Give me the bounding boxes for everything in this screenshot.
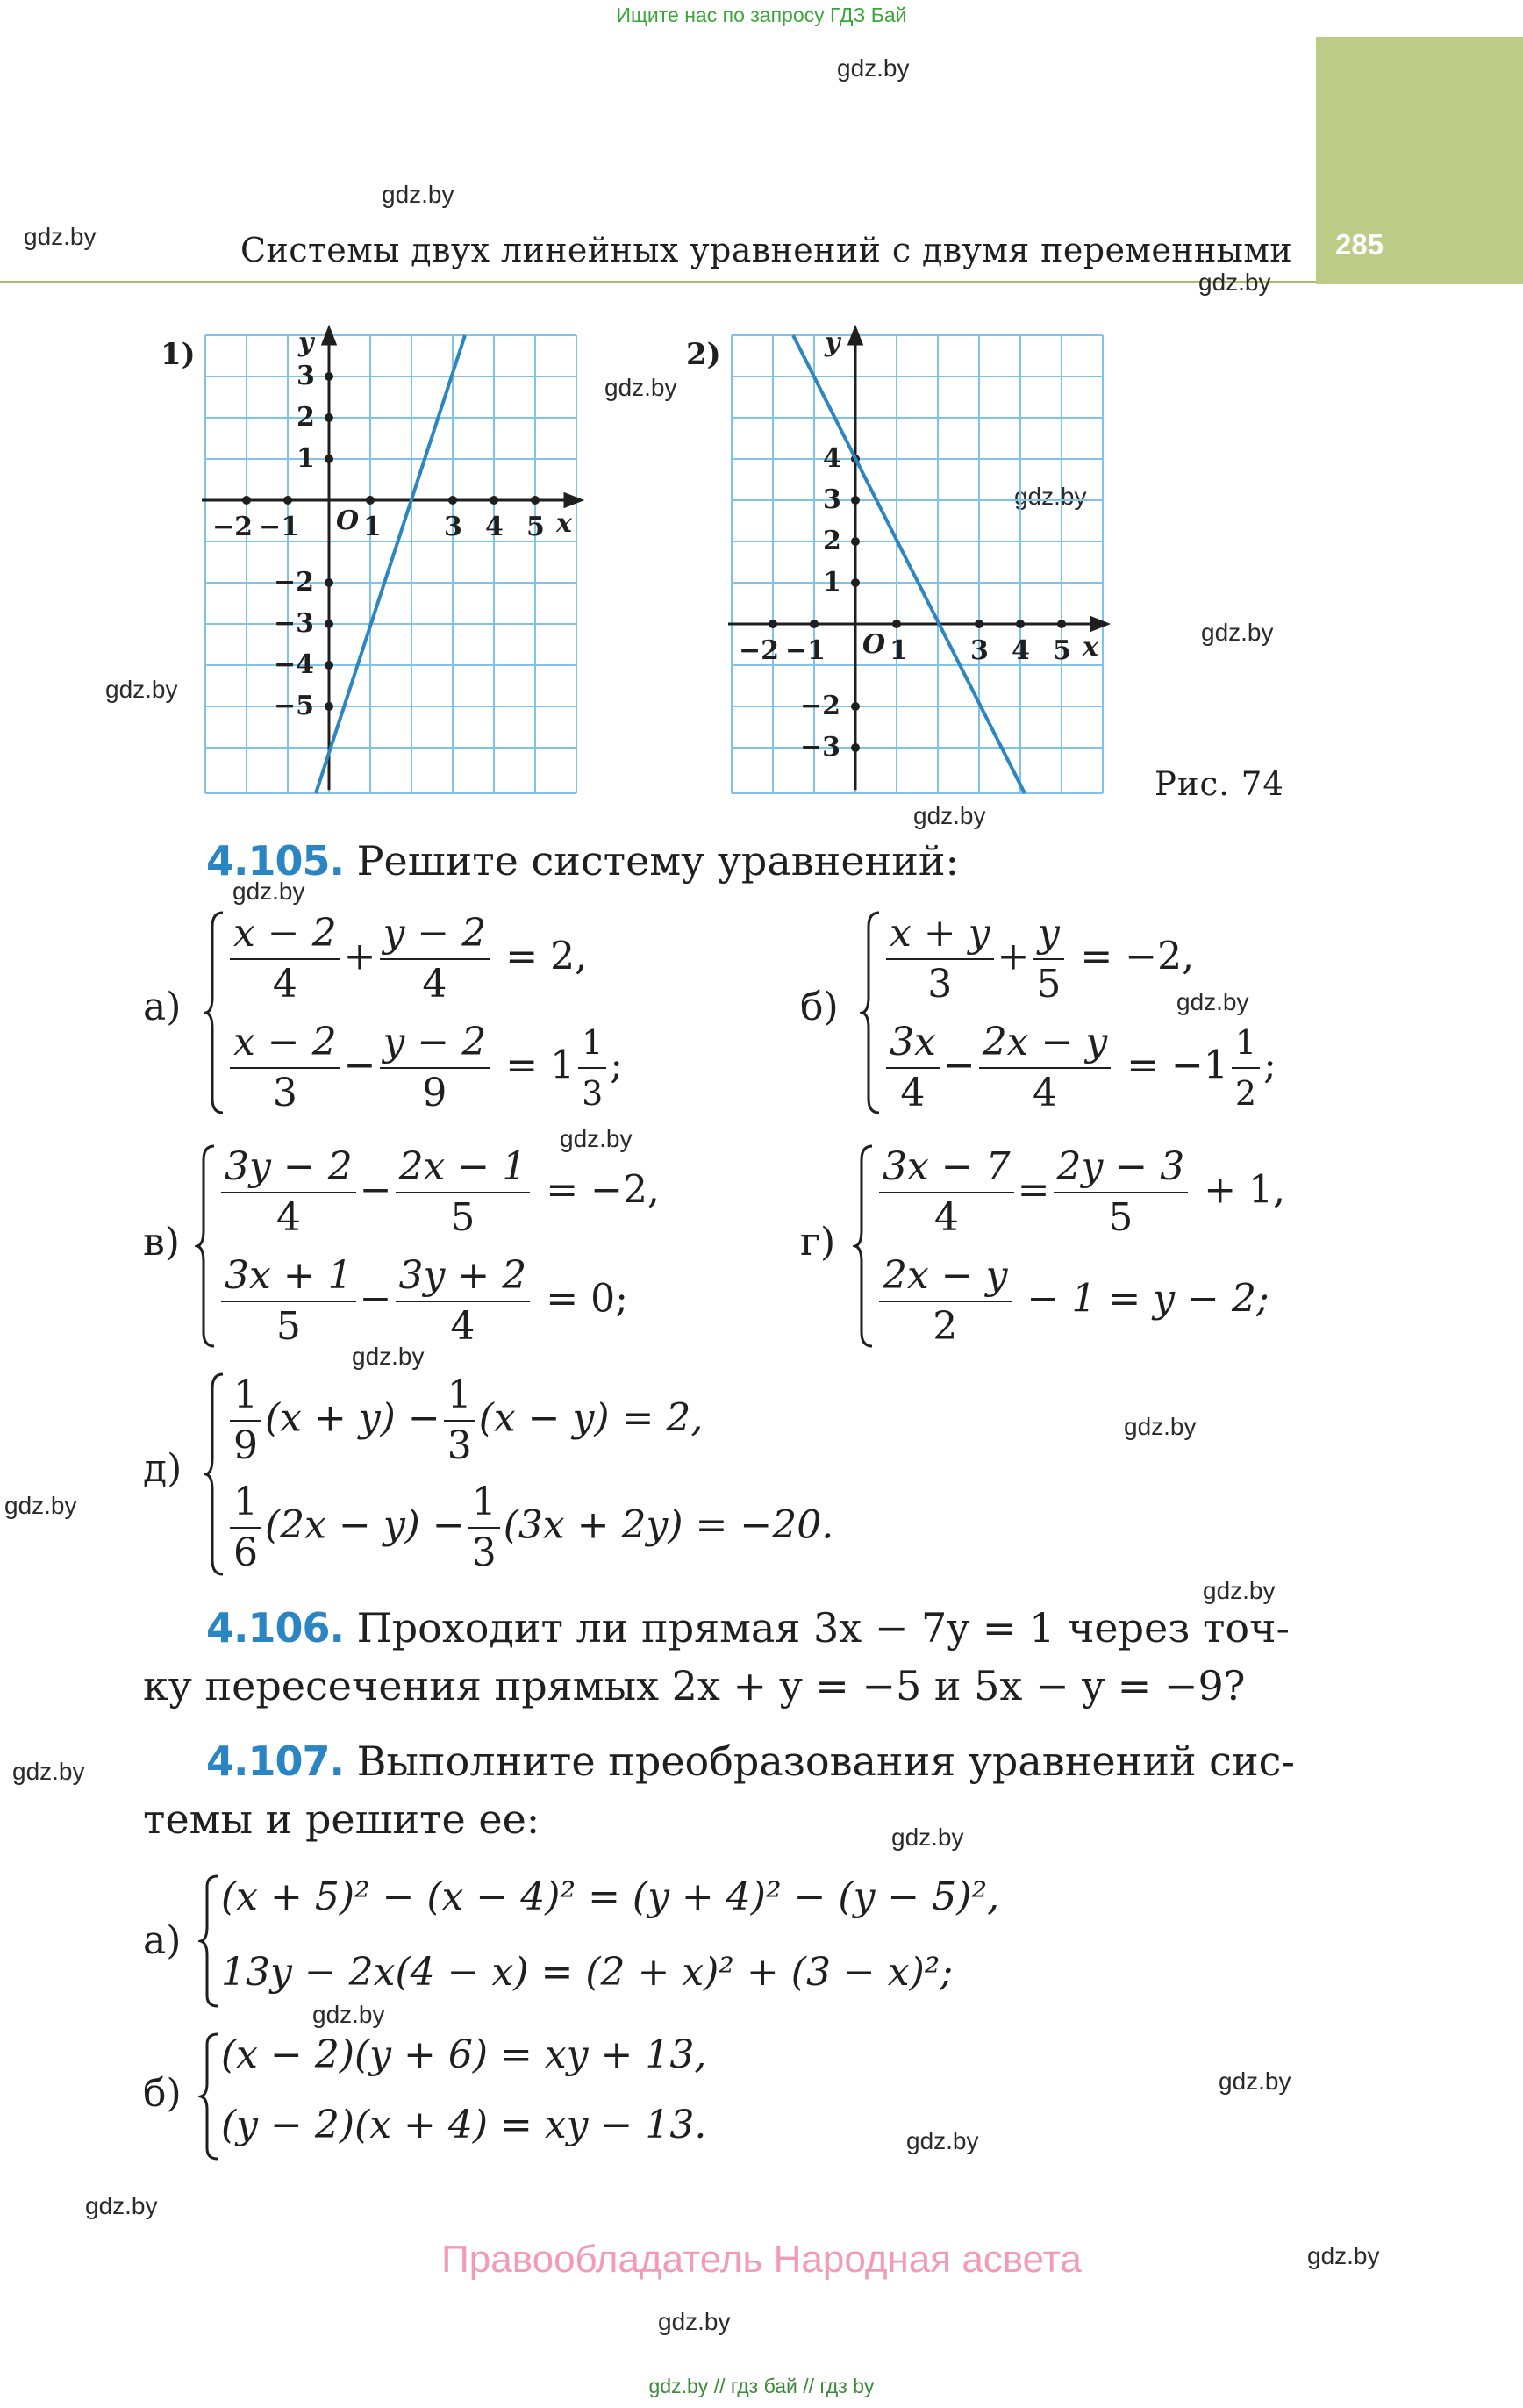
graph-2-x-tick: 1	[890, 635, 908, 666]
header-rule	[0, 281, 1316, 283]
graph-1	[175, 325, 597, 799]
problem-line: Проходит ли прямая 3x − 7y = 1 через точ-	[356, 1604, 1291, 1652]
graph-1-x-tick: 4	[485, 512, 504, 542]
copyright-note: Правообладатель Народная асвета	[441, 2238, 1082, 2281]
problem-4-107	[206, 1732, 1295, 1790]
watermark: gdz.by	[1307, 2242, 1380, 2269]
graph-2-x-tick: 3	[970, 635, 989, 666]
watermark: gdz.by	[891, 1824, 964, 1851]
graph-1-y-label: y	[298, 327, 314, 358]
problem-4-106	[206, 1599, 1290, 1657]
system-brace	[198, 1873, 221, 2010]
watermark: gdz.by	[1201, 619, 1274, 646]
graph-2-y-tick: 2	[823, 526, 841, 556]
graph-2-line	[793, 335, 1025, 793]
graph-2-x-tick: −1	[785, 635, 826, 666]
graph-2-axes	[728, 328, 1107, 790]
equation-v2: $\frac{3x + 1}{5}$ − $\frac{3y + 2}{4}$ = 0;	[218, 1251, 628, 1351]
watermark: gdz.by	[604, 374, 677, 401]
equation-d1: $\frac{1}{9}$ (x + y) − $\frac{1}{3}$ (x − y) = 2,	[226, 1371, 703, 1471]
graph-1-origin: O	[336, 505, 360, 536]
running-head: Системы двух линейных уравнений с двумя переменными	[240, 231, 1293, 269]
system-brace	[198, 2031, 221, 2162]
graph-1-y-tick: −4	[274, 649, 315, 680]
item-label: а)	[143, 985, 182, 1029]
system-brace	[853, 1143, 876, 1350]
problem-number: 4.107.	[206, 1738, 344, 1785]
graph-1-x-tick: 3	[444, 512, 462, 542]
item-label: б)	[800, 985, 839, 1029]
equation-b1: $\frac{x + y}{3}$ + $\frac{y}{5}$ = −2,	[883, 909, 1194, 1009]
watermark: gdz.by	[12, 1758, 85, 1785]
equation-107a2: 13y − 2x(4 − x) = (2 + x)² + (3 − x)²;	[221, 1950, 954, 1995]
graph-1-x-tick: −2	[212, 512, 254, 542]
graph-1-x-tick: 5	[526, 512, 545, 542]
watermark: gdz.by	[105, 676, 178, 703]
equation-a2: $\frac{x - 2}{3}$ − $\frac{y - 2}{9}$ = 1 $\frac{1}{3}$ ;	[226, 1018, 623, 1118]
graph-2-y-tick: 4	[823, 443, 841, 474]
graph-1-y-tick: 2	[297, 402, 315, 433]
watermark: gdz.by	[352, 1343, 425, 1370]
graph-1-y-tick: 3	[297, 361, 315, 391]
graph-2-y-label: y	[825, 327, 840, 358]
graph-1-x-tick: 1	[363, 512, 382, 542]
item-label: а)	[143, 1918, 182, 1963]
equation-107b1: (x − 2)(y + 6) = xy + 13,	[221, 2032, 707, 2077]
graph-2-y-tick: −3	[800, 732, 841, 763]
problem-line: Выполните преобразования уравнений сис-	[356, 1738, 1295, 1785]
equation-107a1: (x + 5)² − (x − 4)² = (y + 4)² − (y − 5)²,	[221, 1874, 1000, 1919]
item-label: в)	[143, 1220, 180, 1265]
problem-4-106-line2: ку пересечения прямых 2x + y = −5 и 5x − y = −9?	[143, 1662, 1246, 1709]
item-label: д)	[143, 1446, 182, 1491]
graph-2-x-tick: 5	[1053, 635, 1071, 666]
graph-1-y-tick: −3	[274, 608, 315, 639]
graph-2-y-tick: 3	[823, 484, 841, 515]
top-banner: Ищите нас по запросу ГДЗ Бай	[616, 4, 907, 26]
watermark: gdz.by	[1176, 988, 1249, 1015]
problem-4-107-line2: темы и решите ее:	[143, 1795, 540, 1843]
watermark: gdz.by	[1198, 269, 1271, 296]
equation-b2: $\frac{3x}{4}$ − $\frac{2x - y}{4}$ = −1 $\frac{1}{2}$ ;	[883, 1018, 1276, 1118]
graph-2-y-tick: −2	[800, 691, 841, 721]
graph-1-y-tick: −5	[274, 691, 315, 721]
watermark: gdz.by	[24, 223, 97, 250]
watermark: gdz.by	[4, 1492, 77, 1519]
problem-4-105	[206, 832, 959, 890]
graph-2-x-tick: 4	[1012, 635, 1030, 666]
graph-1-label: 1)	[161, 337, 196, 372]
graph-2-grid	[732, 335, 1103, 793]
equation-107b2: (y − 2)(x + 4) = xy − 13.	[221, 2103, 707, 2147]
watermark: gdz.by	[232, 878, 305, 905]
figure-caption: Рис. 74	[1155, 765, 1284, 803]
watermark: gdz.by	[658, 2308, 731, 2335]
equation-g1: $\frac{3x - 7}{4}$ = $\frac{2y - 3}{5}$ + 1,	[876, 1143, 1285, 1243]
graph-1-y-tick: 1	[297, 443, 315, 474]
graph-1-line	[316, 335, 465, 793]
page-number: 285	[1335, 228, 1384, 261]
watermark: gdz.by	[837, 54, 910, 82]
watermark: gdz.by	[85, 2192, 158, 2219]
watermark: gdz.by	[906, 2127, 979, 2154]
problem-number: 4.106.	[206, 1604, 344, 1652]
watermark: gdz.by	[382, 181, 454, 208]
graph-2-label: 2)	[686, 337, 721, 372]
watermark: gdz.by	[312, 2001, 385, 2028]
watermark: gdz.by	[1203, 1577, 1276, 1604]
equation-d2: $\frac{1}{6}$ (2x − y) − $\frac{1}{3}$ (3x + 2y) = −20.	[226, 1478, 833, 1578]
system-brace	[195, 1143, 218, 1350]
system-brace	[204, 1371, 226, 1578]
system-brace	[860, 909, 883, 1116]
watermark: gdz.by	[1219, 2068, 1291, 2095]
bottom-links[interactable]: gdz.by // гдз бай // гдз by	[648, 2375, 875, 2397]
graph-1-x-label: x	[556, 508, 572, 539]
equation-v1: $\frac{3y - 2}{4}$ − $\frac{2x - 1}{5}$ = −2,	[218, 1143, 660, 1243]
problem-number: 4.105.	[206, 837, 344, 885]
system-brace	[204, 909, 226, 1116]
graph-2-origin: O	[862, 629, 886, 660]
item-label: б)	[143, 2071, 182, 2116]
equation-a1: $\frac{x - 2}{4}$ + $\frac{y - 2}{4}$ = 2,	[226, 909, 587, 1009]
graph-2	[702, 325, 1123, 799]
graph-2-x-tick: −2	[739, 635, 780, 666]
problem-text: Решите систему уравнений:	[356, 837, 960, 885]
watermark: gdz.by	[560, 1125, 633, 1152]
graph-1-y-tick: −2	[274, 567, 315, 598]
equation-g2: $\frac{2x - y}{2}$ − 1 = y − 2;	[876, 1251, 1269, 1351]
graph-2-y-tick: 1	[823, 567, 841, 598]
graph-2-x-label: x	[1083, 632, 1098, 663]
graph-1-x-tick: −1	[259, 512, 300, 542]
watermark: gdz.by	[913, 802, 986, 829]
watermark: gdz.by	[1124, 1413, 1197, 1440]
watermark: gdz.by	[1014, 483, 1087, 510]
item-label: г)	[800, 1220, 836, 1265]
